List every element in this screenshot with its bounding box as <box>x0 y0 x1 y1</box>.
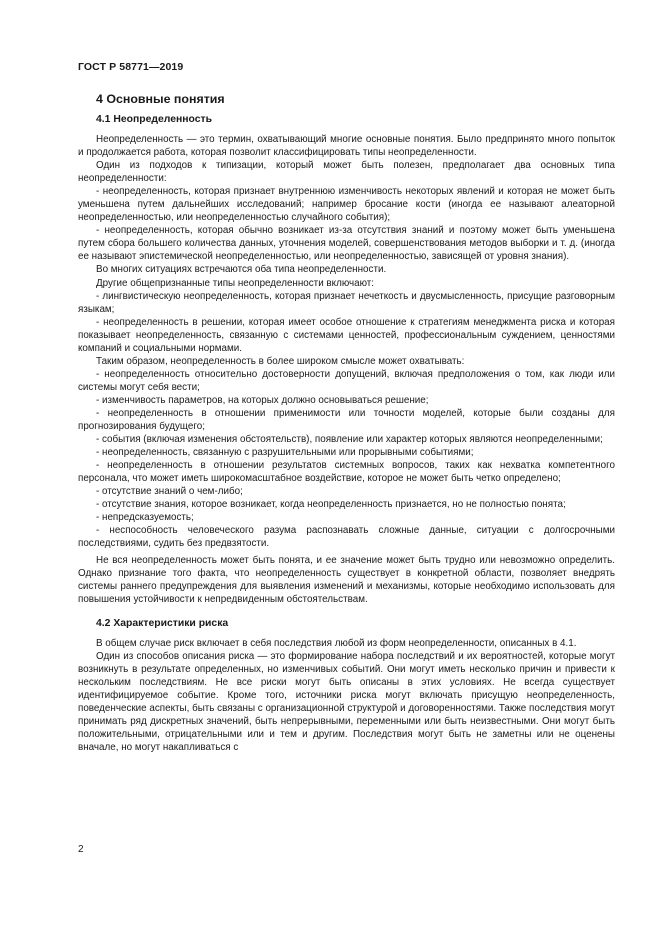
list-item: - неопределенность в отношении результатов системных вопросов, таких как нехватка компетентного персонала, что может иметь широкомасштабное воздействие, которое не может быть четко определено; <box>78 460 615 485</box>
list-item: - изменчивость параметров, на которых должно основываться решение; <box>96 394 429 406</box>
section-title: 4 Основные понятия <box>96 92 225 106</box>
paragraph: Во многих ситуациях встречаются оба типа неопределенности. <box>96 264 387 276</box>
page-body <box>78 92 615 754</box>
list-item: - отсутствие знаний о чем-либо; <box>96 486 243 498</box>
list-item: - непредсказуемость; <box>96 512 194 524</box>
paragraph: Другие общепризнанные типы неопределенности включают: <box>96 277 374 289</box>
subsection-title-4-2: 4.2 Характеристики риска <box>96 617 229 629</box>
page-number: 2 <box>78 844 84 855</box>
list-item: - лингвистическую неопределенность, которая признает нечеткость и двусмысленность, присущие разговорным языкам; <box>78 290 615 315</box>
subsection-title-4-1: 4.1 Неопределенность <box>96 114 212 125</box>
paragraph: Один из подходов к типизации, который может быть полезен, предполагает два основных типа неопределенности: <box>78 160 615 185</box>
paragraph: Не вся неопределенность может быть понята, и ее значение может быть трудно или невозможно определить. Однако признание того факта, что неопределенность существует в конкретной области, позволяет внедрять системы раннего предупреждения для выявления изменений и механизмы, которые необходимо использовать для повышения устойчивости к непредвиденным обстоятельствам. <box>78 554 615 605</box>
paragraph: Таким образом, неопределенность в более широком смысле может охватывать: <box>96 355 465 367</box>
paragraph: Неопределенность — это термин, охватывающий многие основные понятия. Было предпринято много попыток и продолжается работа, которая позволит классифицировать типы неопределенности. <box>78 134 615 159</box>
list-item: - неспособность человеческого разума распознавать сложные данные, ситуации с долгосрочными последствиями, судить без предвзятости. <box>78 525 615 550</box>
document-header: ГОСТ Р 58771—2019 <box>78 61 184 73</box>
list-item: - неопределенность в решении, которая имеет особое отношение к стратегиям менеджмента риска и которая показывает неопределенность, связанную с системами ценностей, профессиональным суждением, ценностями компаний и социальными нормами. <box>78 316 615 354</box>
list-item: - неопределенность, связанную с разрушительными или прорывными событиями; <box>96 447 474 459</box>
paragraph: Один из способов описания риска — это формирование набора последствий и их вероятностей, которые могут возникнуть в результате определенных, но изменчивых событий. Они могут иметь несколько причин и привести к нескольким последствиям. Не все риски могут быть описаны в этих условиях. Не всегда существует идентифицируемое событие. Кроме того, источники риска могут включать присущую неопределенность, поведенческие аспекты, быть связаны с организационной структурой и договоренностями. Также последствия могут принимать ряд дискретных значений, быть непрерывными, переменными или быть неизвестными. Они могут быть положительными, отрицательными или и тем и другим. Последствия могут быть не заметны или не оценены вначале, но могут накапливаться с <box>78 650 615 754</box>
list-item: - неопределенность относительно достоверности допущений, включая предположения о том, как люди или системы могут себя вести; <box>78 368 615 393</box>
paragraph: В общем случае риск включает в себя последствия любой из форм неопределенности, описанных в 4.1. <box>96 637 577 649</box>
list-item: - неопределенность, которая признает внутреннюю изменчивость некоторых явлений и которая не может быть уменьшена путем дальнейших исследований; например бросание кости (иногда ее называют алеаторной неопределенностью, или неопределенностью случайного события); <box>78 186 615 224</box>
list-item: - события (включая изменения обстоятельств), появление или характер которых являются неопределенными; <box>96 434 603 446</box>
list-item: - отсутствие знания, которое возникает, когда неопределенность признается, но не полностью понята; <box>96 499 566 511</box>
list-item: - неопределенность в отношении применимости или точности моделей, которые были созданы для прогнозирования будущего; <box>78 407 615 433</box>
list-item: - неопределенность, которая обычно возникает из-за отсутствия знаний и поэтому может быть уменьшена путем сбора большего количества данных, уточнения моделей, совершенствования методов выборки и т. д. (иногда ее называют эпистемической неопределенностью, или неопределенностью, зависящей от уровня знания). <box>78 225 615 263</box>
